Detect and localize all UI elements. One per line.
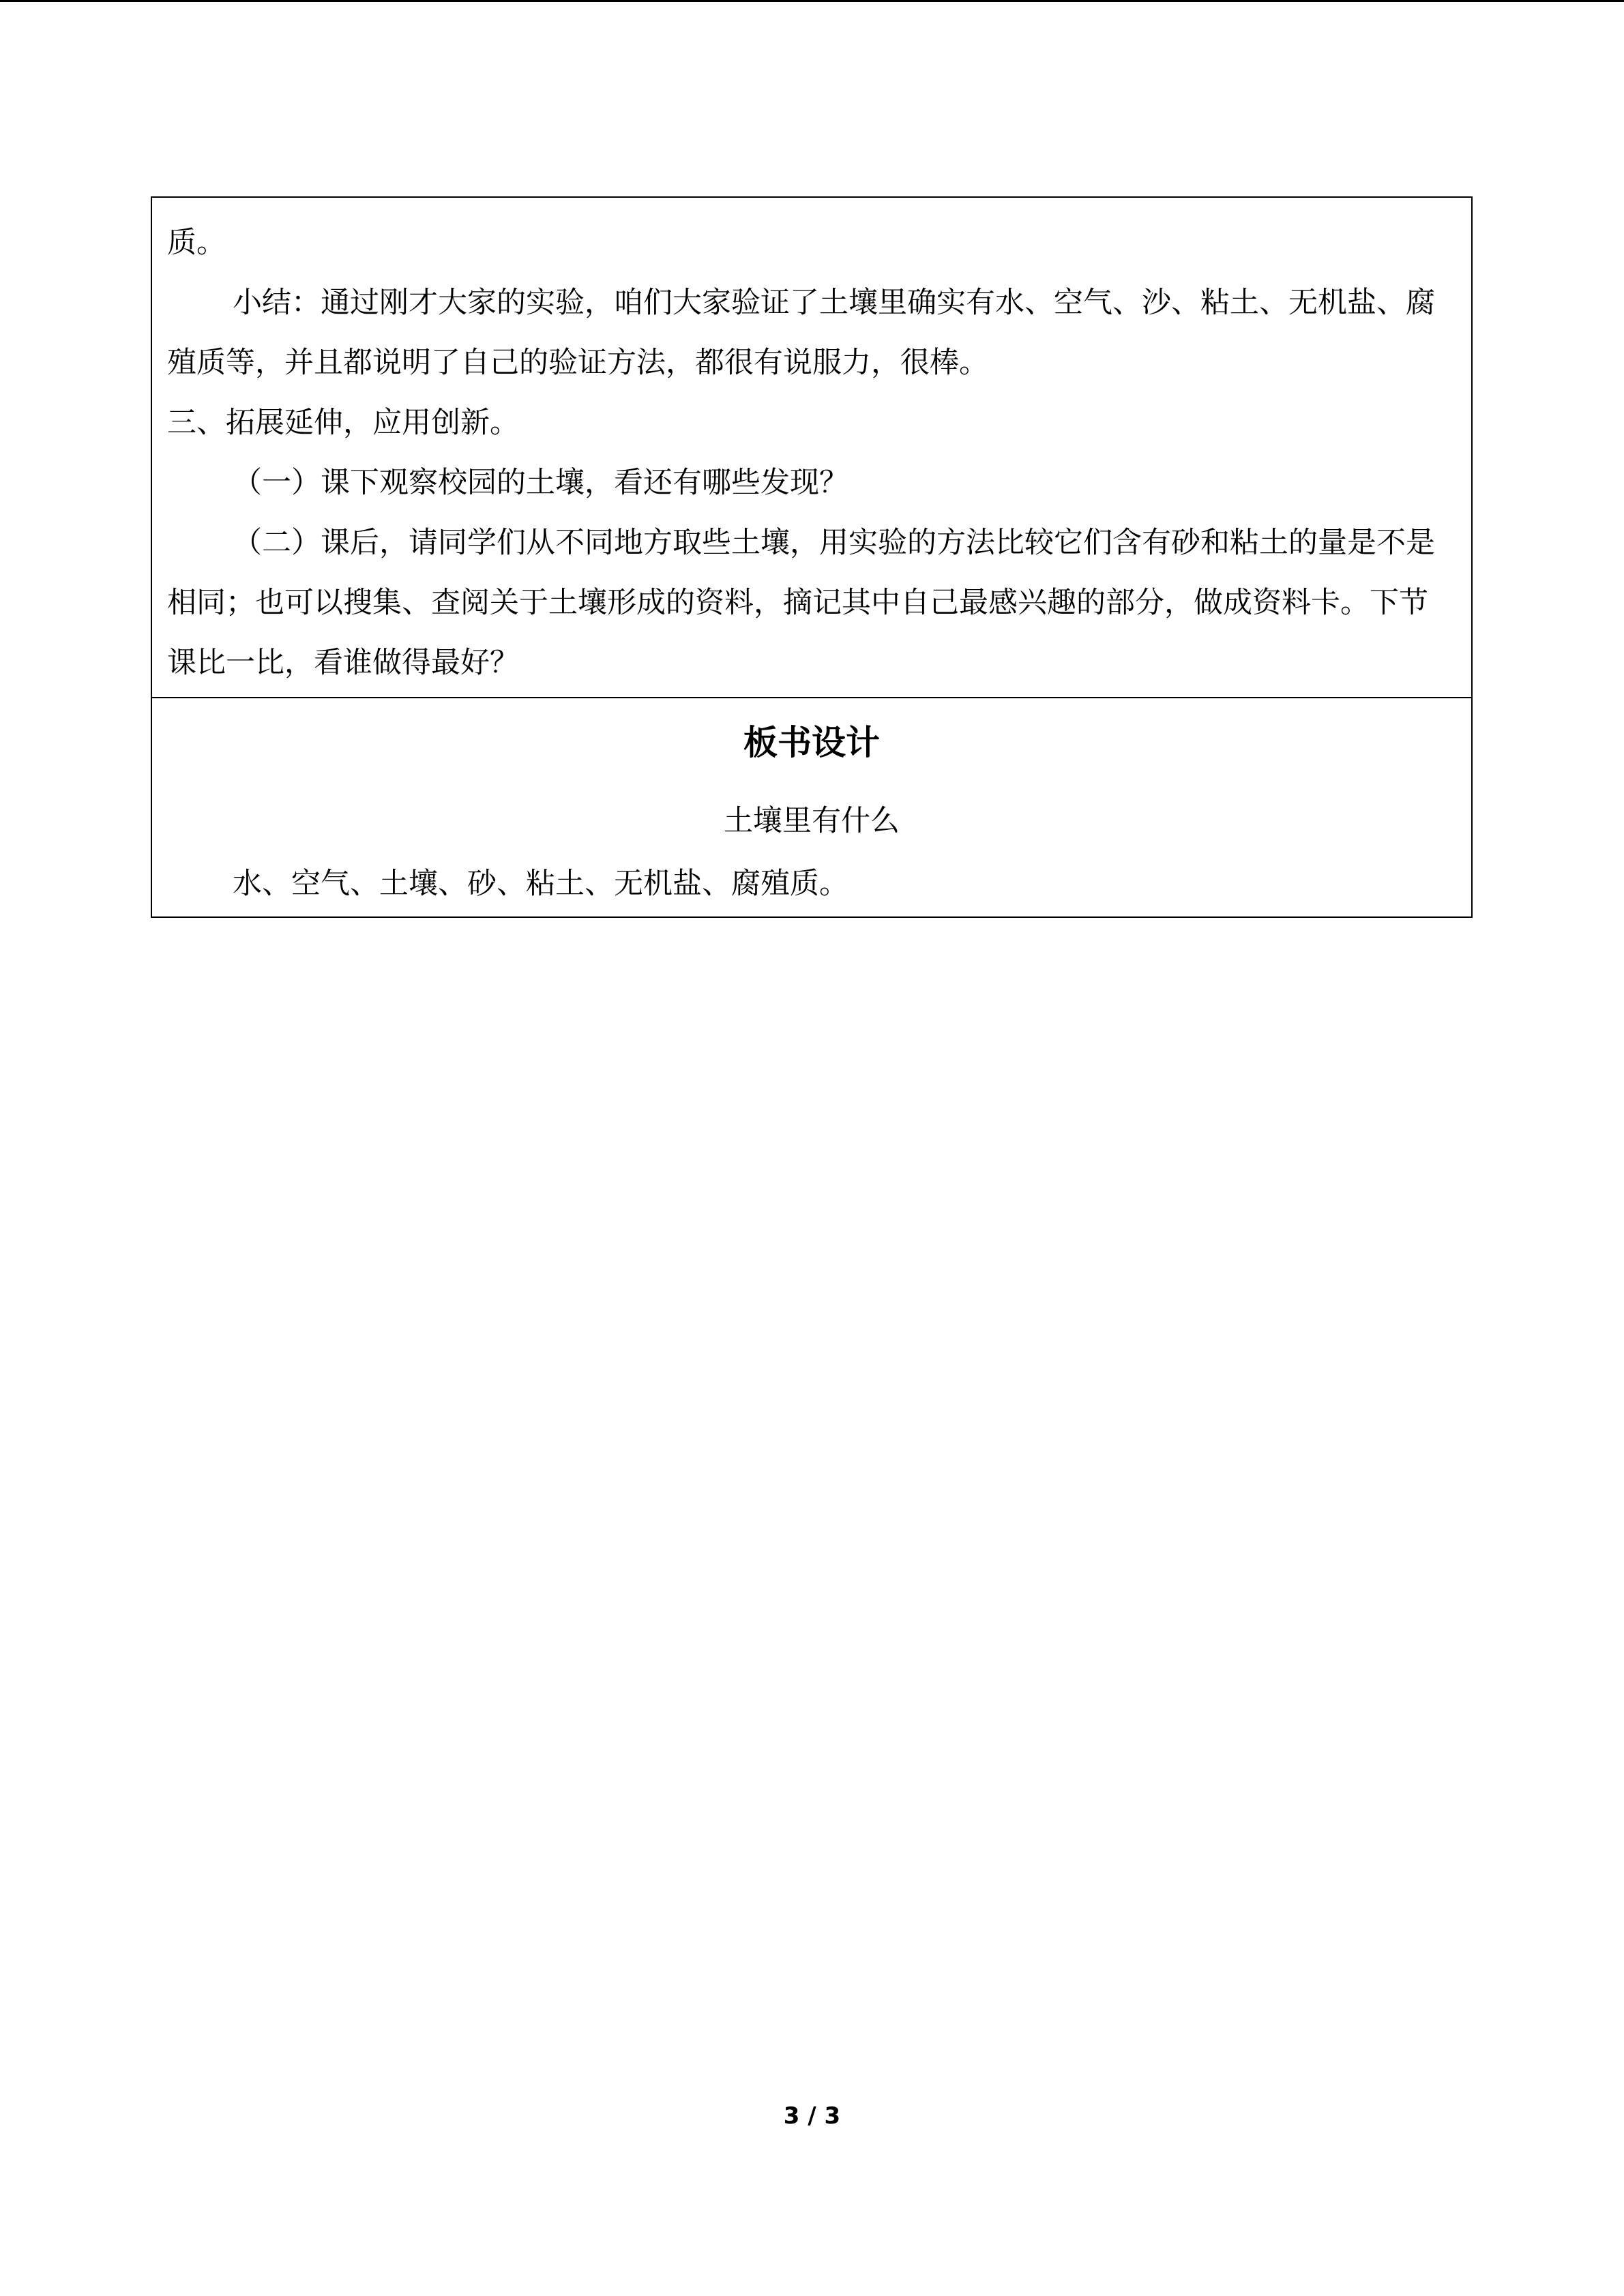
board-items: 水、空气、土壤、砂、粘土、无机盐、腐殖质。: [233, 867, 848, 901]
board-design-cell: [152, 698, 1471, 916]
board-design-heading: 板书设计: [743, 723, 880, 762]
board-title: 土壤里有什么: [724, 804, 900, 838]
lesson-table: [151, 196, 1473, 918]
page-number: 3 / 3: [783, 2102, 841, 2130]
top-border-line: [0, 0, 1624, 2]
paragraph-task-two: （二）课后，请同学们从不同地方取些土壤，用实验的方法比较它们含有砂和粘土的量是不是相同；也可以搜集、查阅关于土壤形成的资料，摘记其中自己最感兴趣的部分，做成资料卡。下节课比一比，看谁做得最好？: [167, 526, 1435, 680]
section-heading-extension: 三、拓展延伸，应用创新。: [167, 406, 519, 440]
lesson-process-cell: [152, 198, 1471, 698]
paragraph-summary: 小结：通过刚才大家的实验，咱们大家验证了土壤里确实有水、空气、沙、粘土、无机盐、腐殖质等，并且都说明了自己的验证方法，都很有说服力，很棒。: [167, 286, 1435, 380]
paragraph-continuation: 质。: [167, 226, 226, 260]
paragraph-task-one: （一）课下观察校园的土壤，看还有哪些发现？: [233, 466, 848, 500]
